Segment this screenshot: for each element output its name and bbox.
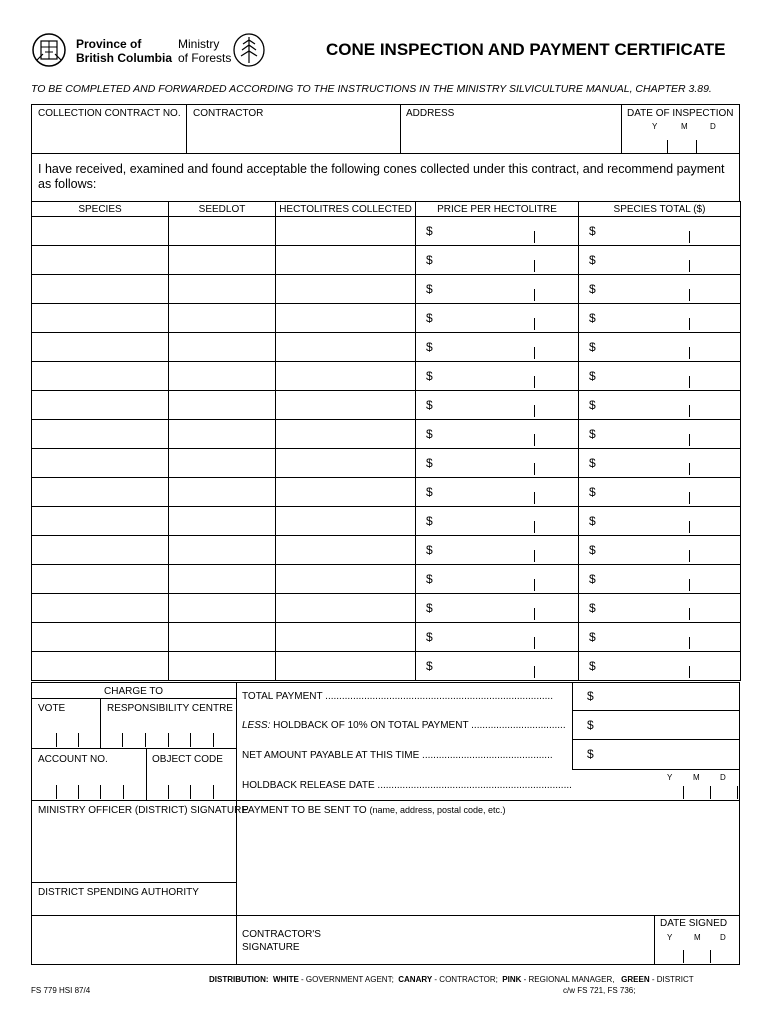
table-row — [32, 420, 741, 449]
seedlot-cell[interactable] — [169, 623, 276, 652]
table-row — [32, 623, 741, 652]
hectolitres-cell[interactable] — [276, 536, 416, 565]
species-total-cell[interactable] — [579, 652, 741, 681]
province-line1: Province of — [76, 37, 142, 51]
species-total-cell[interactable] — [579, 217, 741, 246]
dollar-sign: $ — [589, 572, 596, 586]
species-total-cell[interactable] — [579, 536, 741, 565]
charge-to-label: CHARGE TO — [104, 686, 164, 697]
ministry-name — [178, 37, 231, 65]
table-row — [32, 304, 741, 333]
dollar-sign: $ — [589, 456, 596, 470]
cents-divider — [534, 550, 535, 562]
species-cell[interactable] — [32, 478, 169, 507]
hectolitres-cell[interactable] — [276, 420, 416, 449]
collection-contract-field[interactable] — [32, 120, 185, 152]
cents-divider — [534, 521, 535, 533]
hectolitres-cell[interactable] — [276, 275, 416, 304]
signed-m-label: M — [694, 933, 701, 942]
seedlot-cell[interactable] — [169, 246, 276, 275]
seedlot-cell[interactable] — [169, 362, 276, 391]
species-cell[interactable] — [32, 275, 169, 304]
species-total-cell[interactable] — [579, 478, 741, 507]
cents-divider — [689, 289, 690, 301]
species-total-cell[interactable] — [579, 449, 741, 478]
species-total-cell[interactable] — [579, 333, 741, 362]
price-cell[interactable] — [416, 246, 579, 275]
ministry-officer-signature-label: MINISTRY OFFICER (DISTRICT) SIGNATURE — [38, 805, 249, 816]
table-row — [32, 391, 741, 420]
distribution-line — [209, 975, 694, 984]
cents-divider — [689, 666, 690, 678]
species-total-cell[interactable] — [579, 304, 741, 333]
species-cell[interactable] — [32, 362, 169, 391]
canary-label: CANARY — [398, 975, 433, 984]
form-number: FS 779 HSI 87/4 — [31, 986, 91, 995]
table-row — [32, 362, 741, 391]
species-total-cell[interactable] — [579, 420, 741, 449]
seedlot-cell[interactable] — [169, 304, 276, 333]
species-cell[interactable] — [32, 536, 169, 565]
object-code-field[interactable] — [147, 766, 235, 799]
dollar-sign: $ — [589, 253, 596, 267]
species-total-cell[interactable] — [579, 507, 741, 536]
address-field[interactable] — [402, 120, 620, 152]
cents-divider — [689, 260, 690, 272]
inspection-date-field[interactable] — [623, 131, 738, 152]
cents-divider — [534, 434, 535, 446]
dollar-sign: $ — [426, 514, 433, 528]
contractor-sig-line2: SIGNATURE — [242, 942, 300, 953]
dollar-sign: $ — [426, 485, 433, 499]
price-cell[interactable] — [416, 217, 579, 246]
payment-to-note: (name, address, postal code, etc.) — [369, 805, 506, 815]
payment-to-label — [242, 805, 506, 816]
cents-divider — [689, 318, 690, 330]
dollar-sign: $ — [426, 659, 433, 673]
white-label: WHITE — [273, 975, 299, 984]
contractor-signature-label — [242, 928, 321, 954]
seedlot-cell[interactable] — [169, 478, 276, 507]
cents-divider — [534, 637, 535, 649]
species-cell[interactable] — [32, 652, 169, 681]
species-cell[interactable] — [32, 507, 169, 536]
hectolitres-cell[interactable] — [276, 507, 416, 536]
dollar-sign: $ — [589, 485, 596, 499]
dollar-sign: $ — [426, 340, 433, 354]
species-total-cell[interactable] — [579, 275, 741, 304]
less-text: LESS: — [242, 720, 271, 731]
net-amount-text: NET AMOUNT PAYABLE AT THIS TIME — [242, 750, 420, 761]
species-total-cell[interactable] — [579, 623, 741, 652]
release-d-label: D — [720, 773, 726, 782]
cents-divider — [534, 405, 535, 417]
cents-divider — [534, 318, 535, 330]
price-cell[interactable] — [416, 333, 579, 362]
inspection-d-label: D — [710, 122, 716, 131]
dollar-sign: $ — [426, 253, 433, 267]
dollar-sign: $ — [589, 543, 596, 557]
seedlot-cell[interactable] — [169, 594, 276, 623]
table-row — [32, 536, 741, 565]
hectolitres-cell[interactable] — [276, 652, 416, 681]
cents-divider — [689, 608, 690, 620]
release-y-label: Y — [667, 773, 673, 782]
green-label: GREEN — [621, 975, 650, 984]
table-row — [32, 565, 741, 594]
cents-divider — [534, 463, 535, 475]
species-total-cell[interactable] — [579, 594, 741, 623]
dollar-sign: $ — [426, 369, 433, 383]
cents-divider — [689, 521, 690, 533]
cw-forms: c/w FS 721, FS 736; — [563, 986, 636, 995]
ministry-line1: Ministry — [178, 37, 220, 51]
cents-divider — [534, 492, 535, 504]
contractor-sig-line1: CONTRACTOR'S — [242, 929, 321, 940]
dollar-sign: $ — [589, 311, 596, 325]
table-row — [32, 594, 741, 623]
hectolitres-cell[interactable] — [276, 391, 416, 420]
ministry-line2: of Forests — [178, 51, 232, 65]
instructions-text: TO BE COMPLETED AND FORWARDED ACCORDING TO THE INSTRUCTIONS IN THE MINISTRY SILVICULTURE MANUAL, CHAPTER 3.89. — [31, 83, 712, 95]
seedlot-cell[interactable] — [169, 507, 276, 536]
date-signed-field[interactable] — [656, 944, 738, 963]
species-cell[interactable] — [32, 217, 169, 246]
seedlot-cell[interactable] — [169, 420, 276, 449]
seedlot-cell[interactable] — [169, 391, 276, 420]
table-row — [32, 275, 741, 304]
species-cell[interactable] — [32, 623, 169, 652]
price-cell[interactable] — [416, 362, 579, 391]
net-amount-dollar: $ — [587, 747, 594, 761]
holdback-release-text: HOLDBACK RELEASE DATE — [242, 780, 375, 791]
price-cell[interactable] — [416, 536, 579, 565]
dollar-sign: $ — [589, 659, 596, 673]
price-cell[interactable] — [416, 391, 579, 420]
dollar-sign: $ — [426, 311, 433, 325]
price-cell[interactable] — [416, 449, 579, 478]
species-total-cell[interactable] — [579, 391, 741, 420]
species-cell[interactable] — [32, 449, 169, 478]
holdback-field[interactable] — [580, 713, 738, 737]
hectolitres-cell[interactable] — [276, 565, 416, 594]
hectolitres-cell[interactable] — [276, 594, 416, 623]
cents-divider — [534, 666, 535, 678]
species-cell[interactable] — [32, 333, 169, 362]
species-cell[interactable] — [32, 391, 169, 420]
species-total-header: SPECIES TOTAL ($) — [579, 202, 741, 217]
payment-to-field[interactable] — [238, 820, 738, 912]
price-cell[interactable] — [416, 565, 579, 594]
species-cell[interactable] — [32, 565, 169, 594]
province-name — [76, 37, 172, 65]
hectolitres-cell[interactable] — [276, 623, 416, 652]
cents-divider — [689, 376, 690, 388]
total-payment-field[interactable] — [580, 685, 738, 709]
price-cell[interactable] — [416, 623, 579, 652]
dollar-sign: $ — [426, 456, 433, 470]
price-header: PRICE PER HECTOLITRE — [416, 202, 579, 217]
pink-label: PINK — [502, 975, 522, 984]
price-cell[interactable] — [416, 275, 579, 304]
seedlot-header: SEEDLOT — [169, 202, 276, 217]
dollar-sign: $ — [426, 224, 433, 238]
seedlot-cell[interactable] — [169, 536, 276, 565]
cents-divider — [534, 347, 535, 359]
pink-to: - REGIONAL MANAGER, — [523, 975, 615, 984]
species-cell[interactable] — [32, 594, 169, 623]
cents-divider — [534, 289, 535, 301]
inspection-y-label: Y — [652, 122, 658, 131]
hectolitres-header: HECTOLITRES COLLECTED — [276, 202, 416, 217]
ministry-officer-signature-field[interactable] — [32, 818, 235, 882]
contractor-signature-field[interactable] — [340, 918, 650, 962]
species-total-cell[interactable] — [579, 362, 741, 391]
dollar-sign: $ — [426, 543, 433, 557]
holdback-release-label: HOLDBACK RELEASE DATE ...................................................................... — [242, 780, 572, 791]
cents-divider — [534, 231, 535, 243]
account-no-label: ACCOUNT NO. — [38, 754, 108, 765]
province-line2: British Columbia — [76, 51, 173, 65]
holdback-text: HOLDBACK OF 10% ON TOTAL PAYMENT — [273, 720, 469, 731]
vote-field[interactable] — [32, 715, 99, 748]
dollar-sign: $ — [589, 282, 596, 296]
cents-divider — [534, 376, 535, 388]
cents-divider — [689, 492, 690, 504]
price-cell[interactable] — [416, 594, 579, 623]
dollar-sign: $ — [589, 224, 596, 238]
district-spending-authority-label: DISTRICT SPENDING AUTHORITY — [38, 887, 199, 898]
cents-divider — [689, 434, 690, 446]
payment-to-text: PAYMENT TO BE SENT TO — [242, 805, 367, 816]
object-code-label: OBJECT CODE — [152, 754, 223, 765]
dollar-sign: $ — [589, 369, 596, 383]
net-amount-field[interactable] — [580, 742, 738, 768]
hectolitres-cell[interactable] — [276, 333, 416, 362]
cents-divider — [689, 347, 690, 359]
cents-divider — [689, 550, 690, 562]
hectolitres-cell[interactable] — [276, 246, 416, 275]
dollar-sign: $ — [426, 630, 433, 644]
cents-divider — [689, 637, 690, 649]
price-cell[interactable] — [416, 652, 579, 681]
dollar-sign: $ — [426, 282, 433, 296]
dollar-sign: $ — [589, 427, 596, 441]
contractor-field[interactable] — [188, 120, 399, 152]
date-signed-label: DATE SIGNED — [660, 918, 728, 929]
table-row — [32, 246, 741, 275]
hectolitres-cell[interactable] — [276, 478, 416, 507]
seedlot-cell[interactable] — [169, 565, 276, 594]
cents-divider — [689, 405, 690, 417]
collection-contract-label: COLLECTION CONTRACT NO. — [38, 108, 181, 119]
seedlot-cell[interactable] — [169, 275, 276, 304]
holdback-dollar: $ — [587, 718, 594, 732]
dollar-sign: $ — [426, 398, 433, 412]
signed-d-label: D — [720, 933, 726, 942]
net-amount-label: NET AMOUNT PAYABLE AT THIS TIME ............................................... — [242, 750, 553, 761]
species-cell[interactable] — [32, 304, 169, 333]
species-header: SPECIES — [32, 202, 169, 217]
statement-text: I have received, examined and found acceptable the following cones collected under this contract, and recommend payment as follows: — [38, 162, 725, 191]
species-total-cell[interactable] — [579, 246, 741, 275]
table-row — [32, 652, 741, 681]
dollar-sign: $ — [426, 572, 433, 586]
page-title: CONE INSPECTION AND PAYMENT CERTIFICATE — [326, 40, 726, 59]
table-row — [32, 507, 741, 536]
cents-divider — [534, 260, 535, 272]
price-cell[interactable] — [416, 478, 579, 507]
seedlot-cell[interactable] — [169, 217, 276, 246]
species-cell[interactable] — [32, 246, 169, 275]
cents-divider — [534, 608, 535, 620]
dollar-sign: $ — [589, 398, 596, 412]
white-to: - GOVERNMENT AGENT; — [301, 975, 394, 984]
address-label: ADDRESS — [406, 108, 455, 119]
holdback-label: LESS: HOLDBACK OF 10% ON TOTAL PAYMENT .................................. — [242, 720, 566, 731]
ministry-seal-icon — [232, 32, 266, 68]
table-row — [32, 478, 741, 507]
cents-divider — [534, 579, 535, 591]
total-payment-dollar: $ — [587, 689, 594, 703]
price-cell[interactable] — [416, 304, 579, 333]
dollar-sign: $ — [426, 427, 433, 441]
table-row — [32, 449, 741, 478]
account-no-field[interactable] — [32, 766, 145, 799]
canary-to: - CONTRACTOR; — [434, 975, 498, 984]
release-m-label: M — [693, 773, 700, 782]
hectolitres-cell[interactable] — [276, 304, 416, 333]
bc-crest-icon — [31, 32, 67, 68]
dollar-sign: $ — [426, 601, 433, 615]
total-payment-label: TOTAL PAYMENT .................................................................................. — [242, 691, 553, 702]
cents-divider — [689, 579, 690, 591]
table-row — [32, 217, 741, 246]
cents-divider — [689, 231, 690, 243]
hectolitres-cell[interactable] — [276, 449, 416, 478]
dollar-sign: $ — [589, 601, 596, 615]
contractor-label: CONTRACTOR — [193, 108, 264, 119]
dollar-sign: $ — [589, 630, 596, 644]
species-cell[interactable] — [32, 420, 169, 449]
responsibility-centre-label: RESPONSIBILITY CENTRE — [107, 703, 233, 714]
cone-items-table — [31, 201, 741, 681]
vote-label: VOTE — [38, 703, 66, 714]
dollar-sign: $ — [589, 514, 596, 528]
hectolitres-cell[interactable] — [276, 217, 416, 246]
price-cell[interactable] — [416, 420, 579, 449]
total-payment-text: TOTAL PAYMENT — [242, 691, 323, 702]
date-of-inspection-label: DATE OF INSPECTION — [627, 108, 734, 119]
cents-divider — [689, 463, 690, 475]
holdback-release-date-field[interactable] — [660, 783, 738, 799]
green-to: - DISTRICT — [651, 975, 694, 984]
seedlot-cell[interactable] — [169, 652, 276, 681]
species-total-cell[interactable] — [579, 565, 741, 594]
dollar-sign: $ — [589, 340, 596, 354]
seedlot-cell[interactable] — [169, 449, 276, 478]
seedlot-cell[interactable] — [169, 333, 276, 362]
table-row — [32, 333, 741, 362]
distribution-label: DISTRIBUTION: — [209, 975, 269, 984]
hectolitres-cell[interactable] — [276, 362, 416, 391]
signed-y-label: Y — [667, 933, 673, 942]
price-cell[interactable] — [416, 507, 579, 536]
inspection-m-label: M — [681, 122, 688, 131]
